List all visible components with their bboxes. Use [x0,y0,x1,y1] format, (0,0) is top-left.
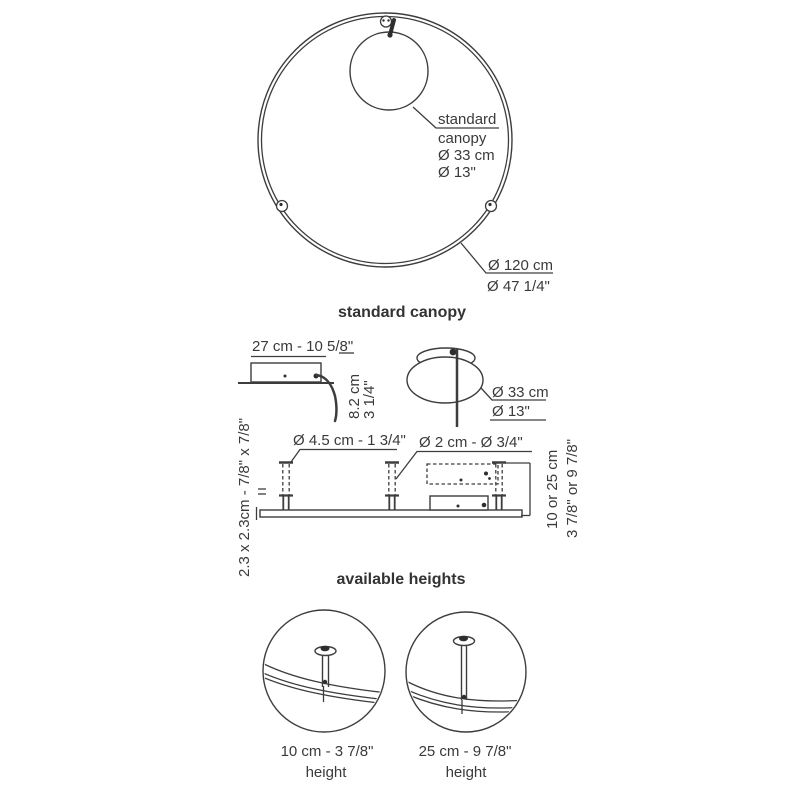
driver-box-solid [430,496,488,510]
height-right-caption: height [445,764,487,781]
stem-joint-dot [323,680,327,684]
profile-bar [260,510,522,517]
height-left-value-label: 10 cm - 3 7/8" [280,743,374,760]
rod-top-dot [450,349,457,356]
fastener-circle [277,201,288,212]
top-fastener [381,16,395,38]
fastener-circle [381,16,392,27]
canopy-label-line4: Ø 13" [438,164,476,181]
screw-dot [284,375,287,378]
box-dot [457,505,460,508]
canopy-plan-diameter-cm-label: Ø 33 cm [492,384,549,401]
stem-diameter-label: Ø 2 cm - Ø 3/4" [419,434,523,451]
height-right-value-label: 25 cm - 9 7/8" [418,743,512,760]
drop-dimension-line [505,463,530,516]
height-detail-left [260,610,388,781]
height-left-caption: height [305,764,347,781]
canopy-section [238,304,549,427]
stem-leader-line [396,452,532,480]
canopy-plan-diameter-in-label: Ø 13" [492,403,530,420]
box-dot [488,477,491,480]
ceiling-cap-dot [321,646,330,652]
canopy-height-cm-label: 8.2 cm [346,373,363,419]
ring-diameter-cm-label: Ø 120 cm [488,257,554,274]
right-fastener [486,201,497,212]
canopy-label-line3: Ø 33 cm [438,147,495,164]
pin-end-dot [387,32,392,37]
height-detail-right [406,612,526,781]
fastener-dot [279,203,282,206]
suspension-profile-view [236,418,581,577]
ring-diameter-in-label: Ø 47 1/4" [487,278,550,295]
standoff-leader-line [291,450,397,463]
canopy-label-line2: canopy [438,130,487,147]
box-dot [460,479,463,482]
ring-top-view [258,13,553,295]
canopy-circle [350,32,428,110]
canopy-dome-ellipse [407,357,483,403]
solid-box [430,496,488,510]
height-details [260,571,526,781]
ceiling-cap-dot [459,636,468,642]
drop-height-cm-label: 10 or 25 cm [544,449,561,529]
left-fastener [277,201,288,212]
stem-joint-dot [462,695,466,699]
box-dot [484,472,488,476]
fastener-dot [382,19,384,21]
driver-box-dashed [427,464,498,484]
box-dot [482,503,487,508]
band-line [262,663,388,693]
canopy-width-label: 27 cm - 10 5/8" [252,338,354,355]
canopy-label-line1: standard [438,111,497,128]
section-heading-standard-canopy: standard canopy [337,304,467,321]
canopy-side-view [238,338,378,421]
band-line [261,672,388,700]
standoff-rod-left [279,463,293,511]
fastener-dot [488,203,491,206]
fastener-dot [387,19,389,21]
profile-size-label: 2.3 x 2.3cm - 7/8" x 7/8" [236,417,253,577]
canopy-height-in-label: 3 1/4" [361,380,378,419]
section-heading-available-heights: available heights [336,571,466,588]
canopy-plan-view [407,348,549,427]
canopy-body-rect [251,363,321,382]
standoff-rod-right [492,463,506,511]
standoff-rod-middle [385,463,399,511]
fastener-circle [486,201,497,212]
standoff-diameter-label: Ø 4.5 cm - 1 3/4" [293,432,406,449]
drop-height-in-label: 3 7/8" or 9 7/8" [564,438,581,538]
